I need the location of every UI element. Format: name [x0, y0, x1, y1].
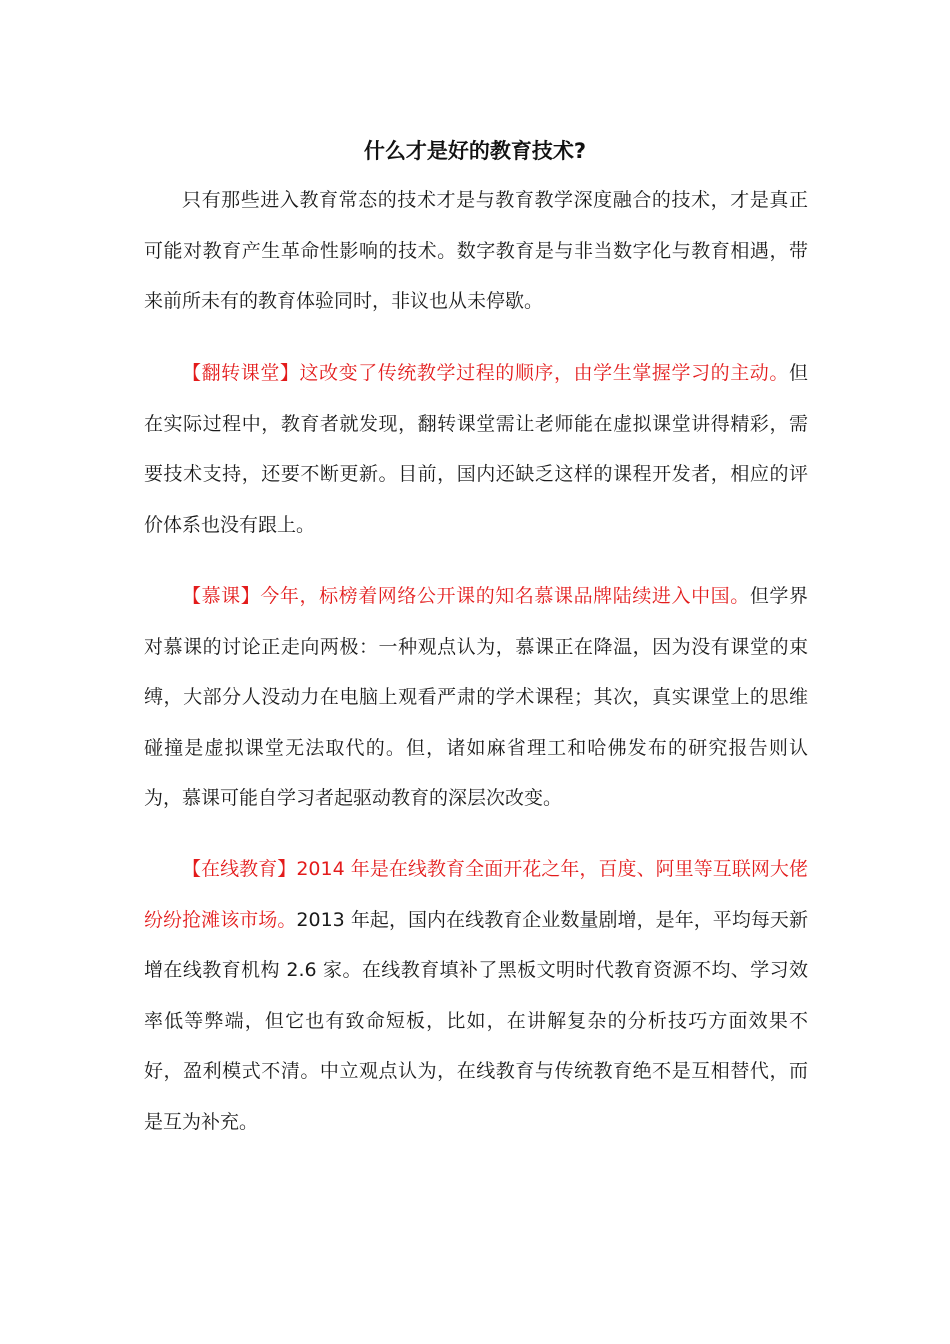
- section-highlight: 这改变了传统教学过程的顺序，由学生掌握学习的主动。: [299, 362, 789, 384]
- section-heading: 【在线教育】: [182, 858, 297, 880]
- section-online-education: [144, 844, 808, 1147]
- section-flipped-classroom: [144, 348, 808, 550]
- section-body: 但学界对慕课的讨论正走向两极：一种观点认为，慕课正在降温，因为没有课堂的束缚，大部分人没动力在电脑上观看严肃的学术课程；其次，真实课堂上的思维碰撞是虚拟课堂无法取代的。但，诸如麻省理工和哈佛发布的研究报告则认为，慕课可能自学习者起驱动教育的深层次改变。: [144, 585, 808, 809]
- intro-paragraph: [144, 175, 808, 327]
- section-highlight: 今年，标榜着网络公开课的知名慕课品牌陆续进入中国。: [260, 585, 750, 607]
- intro-text: 只有那些进入教育常态的技术才是与教育教学深度融合的技术，才是真正可能对教育产生革命性影响的技术。数字教育是与非当数字化与教育相遇，带来前所未有的教育体验同时，非议也从未停歇。: [144, 189, 808, 312]
- section-heading: 【慕课】: [182, 585, 261, 607]
- section-mooc: [144, 571, 808, 824]
- section-highlight: 2014 年是在线教育全面开花之年，百度、阿里等互联网大佬纷纷抢滩该市场。: [144, 858, 808, 931]
- section-body: 但在实际过程中，教育者就发现，翻转课堂需让老师能在虚拟课堂讲得精彩，需要技术支持，还要不断更新。目前，国内还缺乏这样的课程开发者，相应的评价体系也没有跟上。: [144, 362, 808, 536]
- document-title: 什么才是好的教育技术?: [363, 139, 587, 163]
- section-body: 2013 年起，国内在线教育企业数量剧增，是年，平均每天新增在线教育机构 2.6 家。在线教育填补了黑板文明时代教育资源不均、学习效率低等弊端，但它也有致命短板，比如，在讲解复杂的分析技巧方面效果不好，盈利模式不清。中立观点认为，在线教育与传统教育绝不是互相替代，而是互为补充。: [144, 908, 808, 1133]
- section-heading: 【翻转课堂】: [182, 362, 300, 384]
